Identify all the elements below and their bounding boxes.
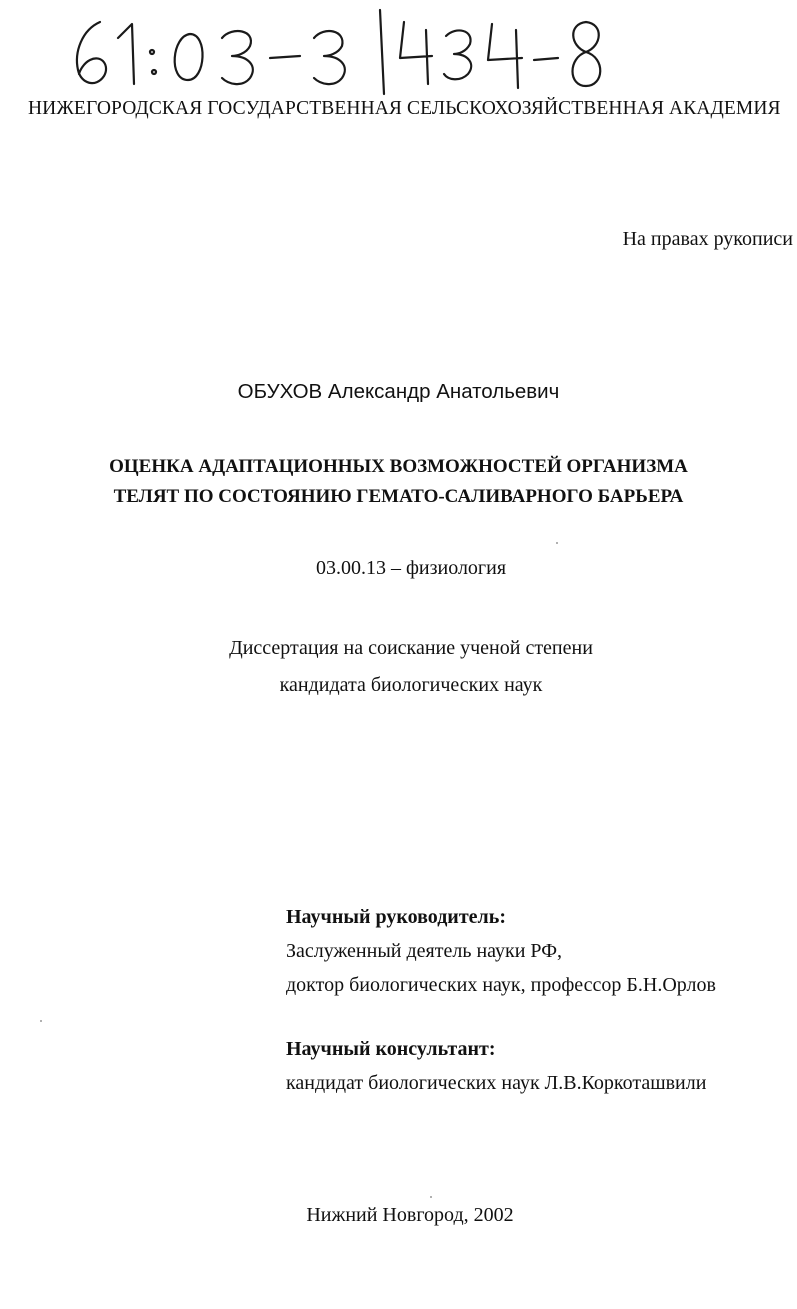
supervisor-block <box>286 900 716 1002</box>
manuscript-rights-note: На правах рукописи <box>622 228 793 250</box>
author-name: ОБУХОВ Александр Анатольевич <box>237 380 560 403</box>
title-line-1: ОЦЕНКА АДАПТАЦИОННЫХ ВОЗМОЖНОСТЕЙ ОРГАНИЗМА <box>109 456 688 477</box>
degree-line-2: кандидата биологических наук <box>279 674 543 696</box>
consultant-heading: Научный консультант: <box>286 1038 496 1060</box>
handwritten-archive-number <box>60 8 620 98</box>
specialty-code: 03.00.13 – физиология <box>315 557 507 579</box>
dissertation-title <box>0 452 797 512</box>
city-and-year: Нижний Новгород, 2002 <box>306 1204 514 1226</box>
supervisor-line-2: доктор биологических наук, профессор Б.Н.Орлов <box>286 974 716 996</box>
supervisor-line-1: Заслуженный деятель науки РФ, <box>286 940 563 962</box>
consultant-block <box>286 1032 706 1100</box>
institution-name: НИЖЕГОРОДСКАЯ ГОСУДАРСТВЕННАЯ СЕЛЬСКОХОЗЯЙСТВЕННАЯ АКАДЕМИЯ <box>28 98 781 119</box>
scan-speck <box>556 542 558 544</box>
supervisor-heading: Научный руководитель: <box>286 906 506 928</box>
scan-speck <box>40 1020 42 1022</box>
handwritten-archive-number-drawing <box>60 8 620 98</box>
scan-speck <box>430 1196 432 1198</box>
degree-line-1: Диссертация на соискание ученой степени <box>229 637 593 659</box>
degree-statement <box>0 630 797 704</box>
consultant-line-1: кандидат биологических наук Л.В.Коркоташвили <box>286 1072 707 1094</box>
title-line-2: ТЕЛЯТ ПО СОСТОЯНИЮ ГЕМАТО-САЛИВАРНОГО БАРЬЕРА <box>113 486 684 507</box>
